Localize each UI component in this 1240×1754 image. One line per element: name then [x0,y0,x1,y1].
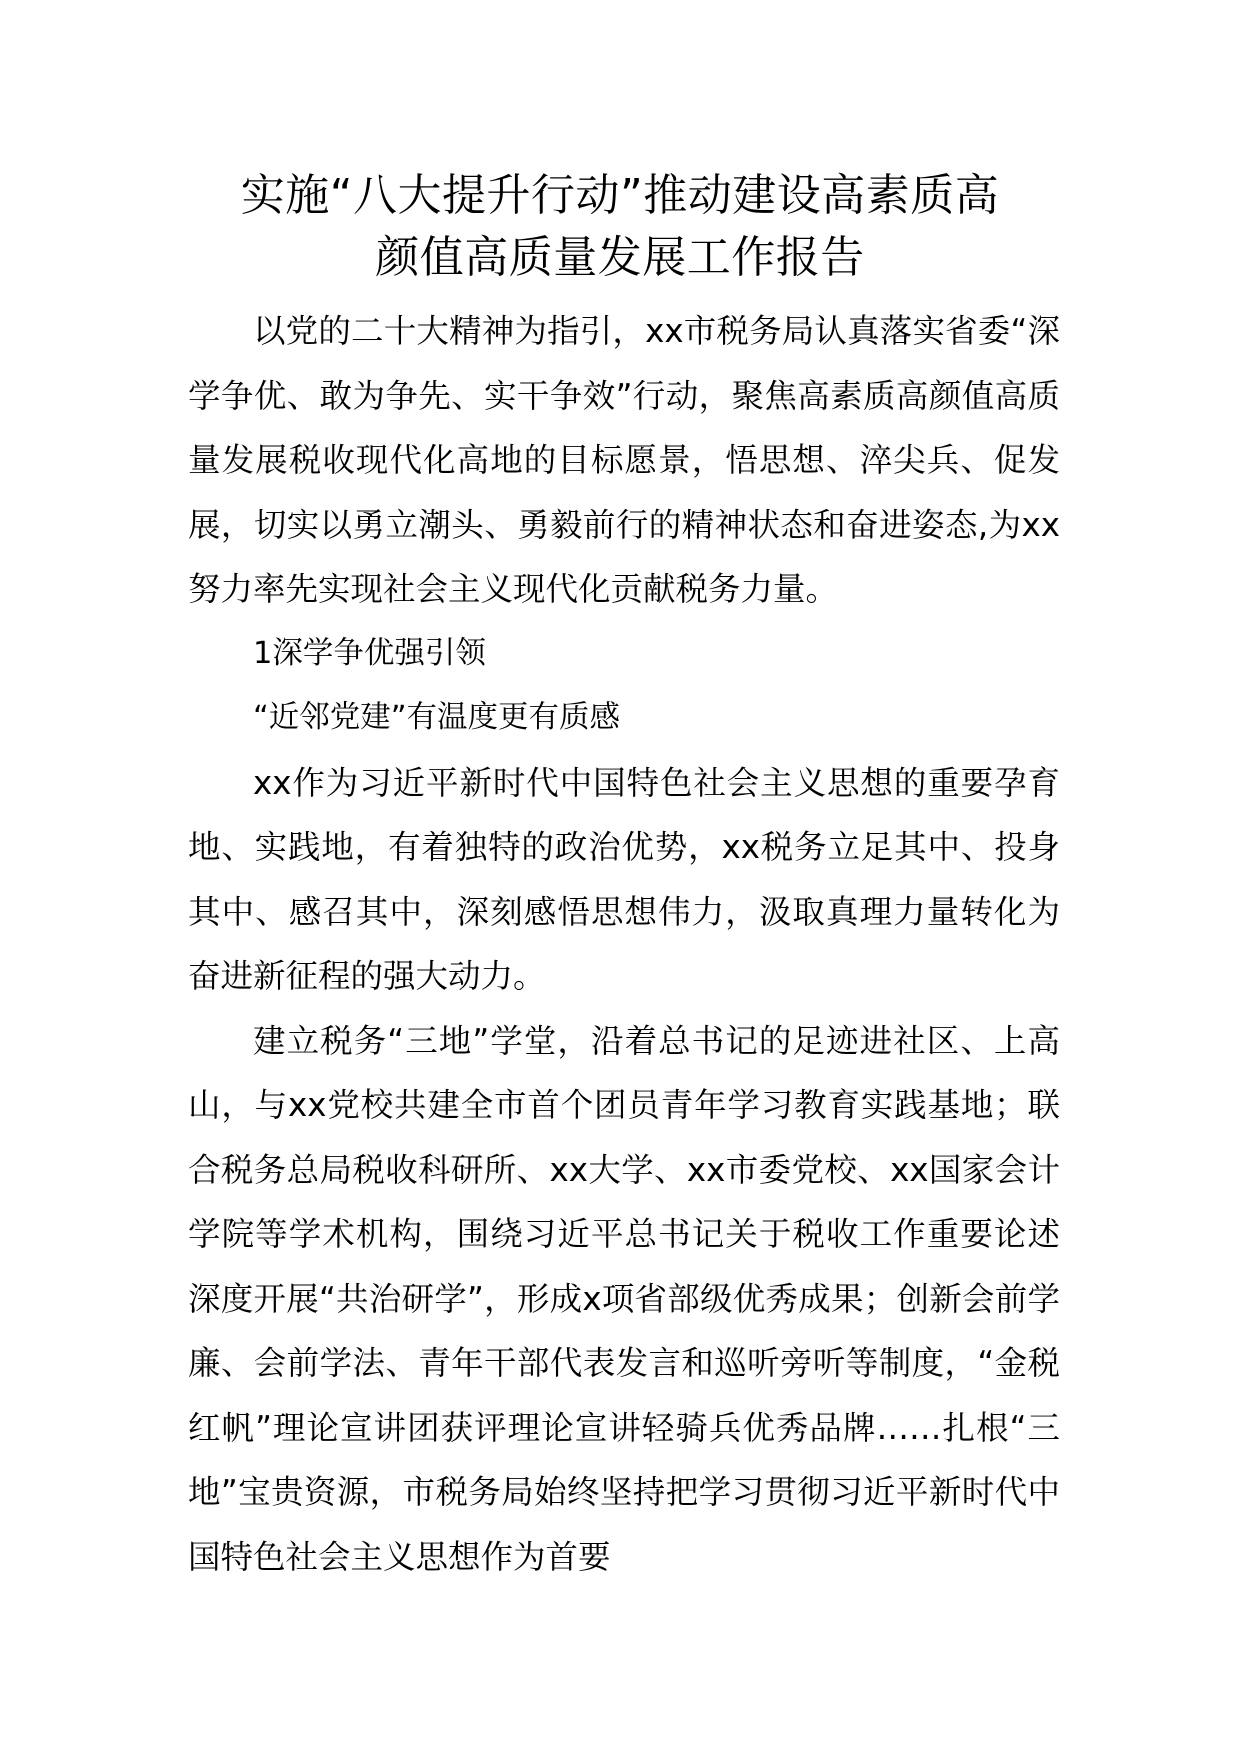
body-paragraph: 建立税务“三地”学堂，沿着总书记的足迹进社区、上高山，与xx党校共建全市首个团员青年学习教育实践基地；联合税务总局税收科研所、xx大学、xx市委党校、xx国家会计学院等学术机构，围绕习近平总书记关于税收工作重要论述深度开展“共治研学”，形成x项省部级优秀成果；创新会前学廉、会前学法、青年干部代表发言和巡听旁听等制度，“金税红帆”理论宣讲团获评理论宣讲轻骑兵优秀品牌……扎根“三地”宝贵资源，市税务局始终坚持把学习贯彻习近平新时代中国特色社会主义思想作为首要 [188,1021,1060,1576]
document-title [160,165,1080,289]
subsection-heading: “近邻党建”有温度更有质感 [252,700,621,735]
document-body [188,299,1060,1589]
intro-paragraph: 以党的二十大精神为指引，xx市税务局认真落实省委“深学争优、敢为争先、实干争效”行动，聚焦高素质高颜值高质量发展税收现代化高地的目标愿景，悟思想、淬尖兵、促发展，切实以勇立潮头、勇毅前行的精神状态和奋进姿态,为xx努力率先实现社会主义现代化贡献税务力量。 [188,312,1060,608]
body-paragraph: xx作为习近平新时代中国特色社会主义思想的重要孕育地、实践地，有着独特的政治优势，xx税务立足其中、投身其中、感召其中，深刻感悟思想伟力，汲取真理力量转化为奋进新征程的强大动力。 [188,763,1060,995]
title-line-1: 实施“八大提升行动”推动建设高素质高 [240,170,1000,221]
section-heading: 1深学争优强引领 [252,635,486,671]
title-line-2: 颜值高质量发展工作报告 [375,232,865,283]
